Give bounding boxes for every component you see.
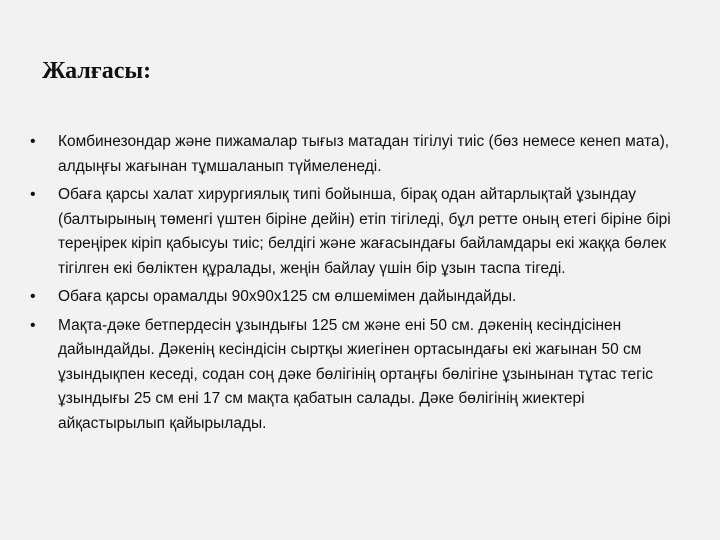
- bullet-list: [30, 130, 685, 440]
- bullet-dot: •: [30, 186, 36, 203]
- bullet-item-gauze-mask: [30, 314, 685, 437]
- bullet-text: Комбинезондар және пижамалар тығыз матадан тігілуі тиіс (бөз немесе кенеп мата), алдыңғы жағынан тұмшаланып түймеленеді.: [58, 133, 670, 175]
- bullet-text: Обаға қарсы орамалды 90х90х125 см өлшемімен дайындайды.: [58, 288, 517, 305]
- bullet-dot: •: [30, 133, 36, 150]
- bullet-item-headscarf: [30, 285, 685, 310]
- slide-title: Жалғасы:: [42, 58, 152, 84]
- bullet-item-coveralls: [30, 130, 685, 179]
- bullet-dot: •: [30, 288, 36, 305]
- bullet-text: Обаға қарсы халат хирургиялық типі бойынша, бірақ одан айтарлықтай ұзындау (балтырының төменгі үштен біріне дейін) етіп тігіледі, бұл ретте оның етегі біріне бірі тереңірек кіріп қабысуы тиіс; белдігі және жағасындағы байламдары екі жаққа бөлек тігілген екі бөліктен құралады, жеңін байлау үшін бір ұзын таспа тігеді.: [58, 186, 671, 277]
- bullet-item-gown: [30, 183, 685, 281]
- bullet-dot: •: [30, 316, 36, 334]
- bullet-text: Мақта-дәке бетпердесін ұзындығы 125 см және ені 50 см. дәкенің кесіндісінен дайындайды. Дәкенің кесіндісін сыртқы жиегінен ортасындағы екі жағынан 50 см ұзындықпен кеседі, содан соң дәке бөлігінің ортаңғы бөлігіне ұзынынан тұтас тегіс ұзындығы 25 см ені 17 см мақта қабатын салады. Дәке бөлігінің жиектері айқастырылып қайырылады.: [58, 316, 654, 432]
